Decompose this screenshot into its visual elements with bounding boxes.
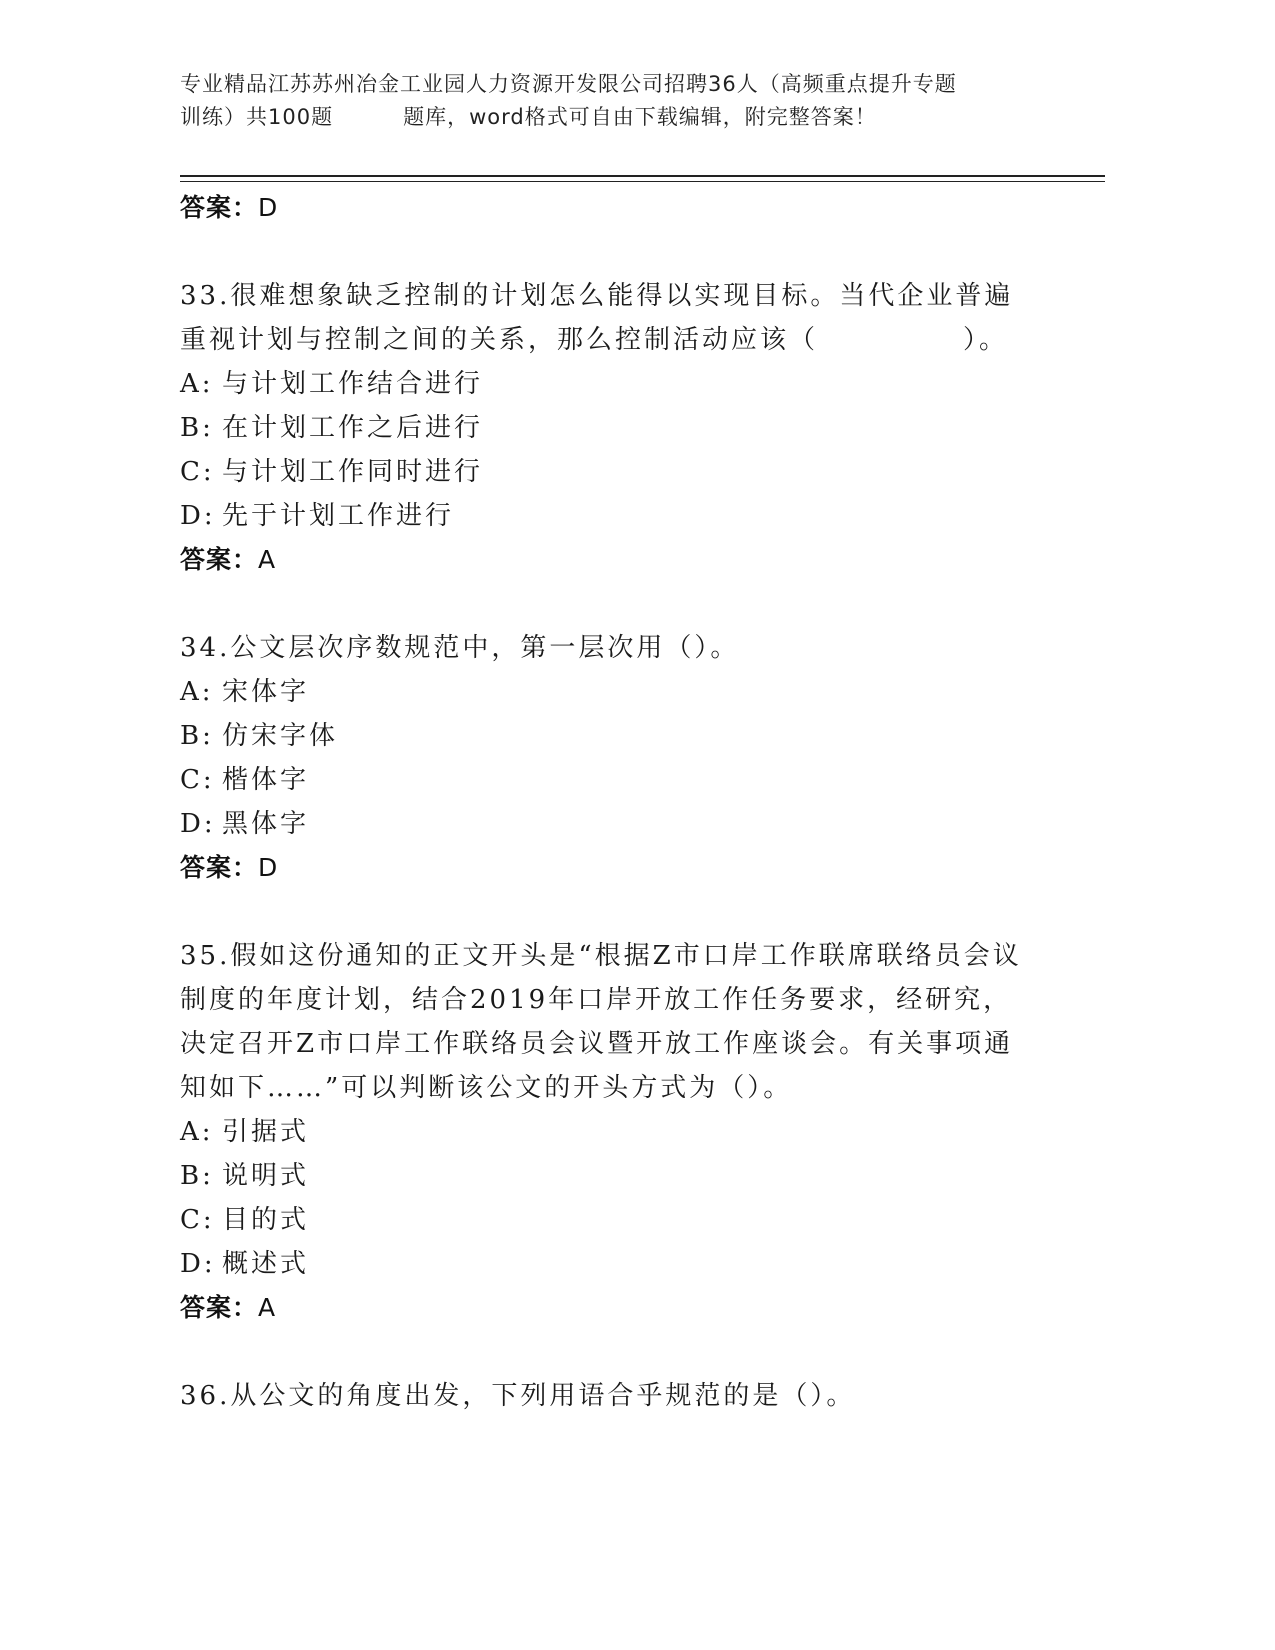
question-33-option-c: [180, 450, 1040, 494]
answer-value: A: [258, 545, 277, 574]
option-text: 先于计划工作进行: [222, 501, 455, 531]
option-letter: A:: [180, 1117, 214, 1147]
header-line-2: [180, 101, 1040, 134]
question-35-option-a: [180, 1110, 1040, 1154]
answer-value: A: [258, 1293, 277, 1322]
option-letter: B:: [180, 721, 214, 751]
option-letter: A:: [180, 677, 214, 707]
answer-value: D: [258, 853, 279, 882]
answer-line-33: [180, 538, 1040, 582]
option-text: 仿宋字体: [222, 721, 339, 751]
option-text: 宋体字: [222, 677, 310, 707]
option-letter: C:: [180, 1205, 215, 1235]
question-stem-35: 35.假如这份通知的正文开头是“根据Z市口岸工作联席联络员会议制度的年度计划，结合2019年口岸开放工作任务要求，经研究，决定召开Z市口岸工作联络员会议暨开放工作座谈会。有关事项通知如下……”可以判断该公文的开头方式为（）。: [180, 941, 1022, 1103]
option-letter: D:: [180, 1249, 216, 1279]
option-text: 引据式: [222, 1117, 310, 1147]
option-text: 说明式: [222, 1161, 310, 1191]
question-33-option-b: [180, 406, 1040, 450]
question-34-option-d: [180, 802, 1040, 846]
page-header: [180, 68, 1040, 134]
answer-label: 答案：: [180, 1293, 259, 1322]
option-letter: D:: [180, 501, 216, 531]
option-letter: B:: [180, 1161, 214, 1191]
question-33-option-a: [180, 362, 1040, 406]
option-text: 与计划工作结合进行: [222, 369, 484, 399]
option-letter: A:: [180, 369, 214, 399]
option-letter: C:: [180, 765, 215, 795]
header-line-2-part-1: 训练）共100题: [180, 105, 334, 129]
question-34-option-b: [180, 714, 1040, 758]
header-rule-thin: [180, 181, 1105, 182]
option-letter: B:: [180, 413, 214, 443]
answer-line-35: [180, 1286, 1040, 1330]
answer-value: D: [258, 193, 279, 222]
question-list: [180, 186, 1040, 1418]
answer-label: 答案：: [180, 193, 259, 222]
option-text: 与计划工作同时进行: [222, 457, 484, 487]
option-letter: D:: [180, 809, 216, 839]
answer-line-34: [180, 846, 1040, 890]
question-35-option-d: [180, 1242, 1040, 1286]
answer-line-previous: [180, 186, 1040, 230]
option-letter: C:: [180, 457, 215, 487]
answer-label: 答案：: [180, 853, 259, 882]
option-text: 目的式: [222, 1205, 310, 1235]
option-text: 在计划工作之后进行: [222, 413, 484, 443]
header-line-1: 专业精品江苏苏州冶金工业园人力资源开发限公司招聘36人（高频重点提升专题: [180, 72, 957, 96]
question-33-option-d: [180, 494, 1040, 538]
answer-label: 答案：: [180, 545, 259, 574]
question-stem-34: 34.公文层次序数规范中，第一层次用（）。: [180, 633, 740, 663]
question-stem-36: 36.从公文的角度出发，下列用语合乎规范的是（）。: [180, 1381, 856, 1411]
question-34-option-c: [180, 758, 1040, 802]
header-rule-thick: [180, 175, 1105, 177]
question-34-option-a: [180, 670, 1040, 714]
question-35-option-b: [180, 1154, 1040, 1198]
option-text: 概述式: [222, 1249, 310, 1279]
question-35-option-c: [180, 1198, 1040, 1242]
question-stem-33: 33.很难想象缺乏控制的计划怎么能得以实现目标。当代企业普遍重视计划与控制之间的关系，那么控制活动应该（ ）。: [180, 281, 1014, 355]
header-line-2-part-2: 题库，word格式可自由下载编辑，附完整答案！: [403, 105, 877, 129]
option-text: 楷体字: [222, 765, 310, 795]
option-text: 黑体字: [222, 809, 310, 839]
